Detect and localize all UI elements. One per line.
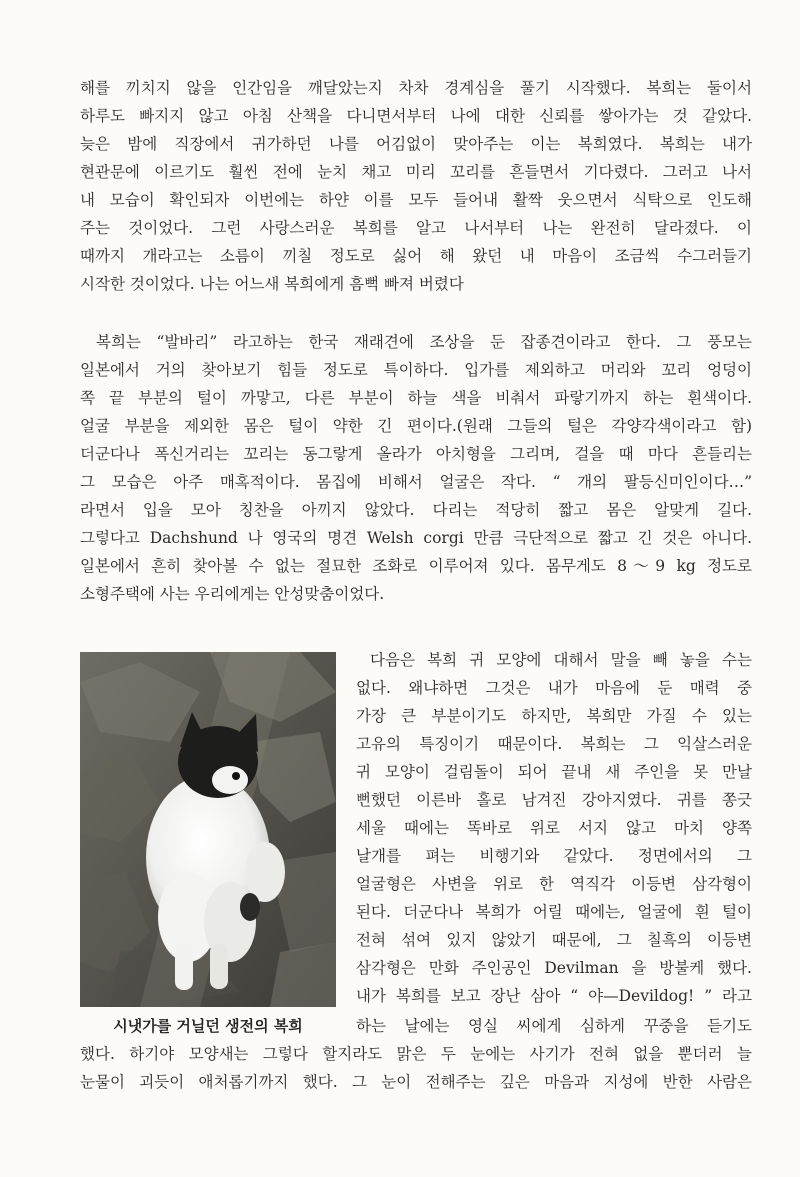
text-line: 하루도 빠지지 않고 아침 산책을 다니면서부터 나에 대한 신뢰를 쌓아가는 것 같았다. xyxy=(80,107,752,125)
text-line: 다음은 복희 귀 모양에 대해서 말을 빼 놓을 수는 xyxy=(370,651,752,669)
text-line: 그렇다고 Dachshund 나 영국의 명견 Welsh corgi 만큼 극단적으로 짧고 긴 것은 아니다. xyxy=(80,529,752,547)
text-line: 없다. 왜냐하면 그것은 내가 마음에 둔 매력 중 xyxy=(356,679,752,697)
text-line: 귀 모양이 걸림돌이 되어 끝내 새 주인을 못 만날 xyxy=(356,763,752,781)
text-line: 눈물이 괴듯이 애처롭기까지 했다. 그 눈이 전해주는 깊은 마음과 지성에 반한 사람은 xyxy=(80,1073,752,1091)
text-line: 더군다나 폭신거리는 꼬리는 동그랗게 올라가 아치형을 그리며, 걸을 때 마다 흔들리는 xyxy=(80,445,752,463)
text-line: 삼각형은 만화 주인공인 Devilman 을 방불케 했다. xyxy=(356,959,752,977)
text-line: 현관문에 이르기도 훨씬 전에 눈치 채고 미리 꼬리를 흔들면서 기다렸다. 그러고 나서 xyxy=(80,163,752,181)
text-line: 늦은 밤에 직장에서 귀가하던 나를 어김없이 맞아주는 이는 복희였다. 복희는 내가 xyxy=(80,135,752,153)
text-line: 된다. 더군다나 복희가 어릴 때에는, 얼굴에 흰 털이 xyxy=(356,903,752,921)
text-line: 가장 큰 부분이기도 하지만, 복희만 가질 수 있는 xyxy=(356,707,752,725)
text-line: 했다. 하기야 모양새는 그렇다 할지라도 맑은 두 눈에는 사기가 전혀 없을 뿐더러 늘 xyxy=(80,1045,752,1063)
text-line: 때까지 개라고는 소름이 끼칠 정도로 싫어 해 왔던 내 마음이 조금씩 수그러들기 xyxy=(80,247,752,265)
text-line: 시작한 것이었다. 나는 어느새 복희에게 흠뻑 빠져 버렸다 xyxy=(80,275,464,293)
text-line: 그 모습은 아주 매혹적이다. 몸집에 비해서 얼굴은 작다. “ 개의 팔등신미인이다…” xyxy=(80,473,752,491)
text-line: 뻔했던 이른바 홀로 남겨진 강아지였다. 귀를 쫑긋 xyxy=(356,791,752,809)
text-line: 일본에서 흔히 찾아볼 수 없는 절묘한 조화로 이루어져 있다. 몸무게도 8～9 kg 정도로 xyxy=(80,557,752,575)
text-line: 날개를 펴는 비행기와 같았다. 정면에서의 그 xyxy=(356,847,752,865)
text-line: 해를 끼치지 않을 인간임을 깨달았는지 차차 경계심을 풀기 시작했다. 복희는 둘이서 xyxy=(80,79,752,97)
text-line: 내가 복희를 보고 장난 삼아 “ 야—Devildog! ” 라고 xyxy=(356,987,752,1005)
text-line: 얼굴 부분을 제외한 몸은 털이 약한 긴 편이다.(원래 그들의 털은 각양각색이라고 함) xyxy=(80,417,752,435)
text-line: 주는 것이었다. 그런 사랑스러운 복희를 알고 나서부터 나는 완전히 달라졌다. 이 xyxy=(80,219,752,237)
text-line: 하는 날에는 영실 씨에게 심하게 꾸중을 듣기도 xyxy=(356,1017,752,1035)
text-line: 소형주택에 사는 우리에게는 안성맞춤이었다. xyxy=(80,585,385,603)
text-line: 고유의 특징이기 때문이다. 복희는 그 익살스러운 xyxy=(356,735,752,753)
text-line: 일본에서 거의 찾아보기 힘들 정도로 특이하다. 입가를 제외하고 머리와 꼬리 엉덩이 xyxy=(80,361,752,379)
dog-photo-icon xyxy=(80,652,336,1007)
text-line: 쪽 끝 부분의 털이 까맣고, 다른 부분이 하늘 색을 비춰서 파랗기까지 하는 흰색이다. xyxy=(80,389,752,407)
text-line: 복희는 “발바리” 라고하는 한국 재래견에 조상을 둔 잡종견이라고 한다. 그 풍모는 xyxy=(96,333,752,351)
text-line: 내 모습이 확인되자 이번에는 하얀 이를 모두 들어내 활짝 웃으면서 식탁으로 인도해 xyxy=(80,191,752,209)
text-line: 라면서 입을 모아 칭찬을 아끼지 않았다. 다리는 적당히 짧고 몸은 알맞게 길다. xyxy=(80,501,752,519)
text-line: 얼굴형은 사변을 위로 한 역직각 이등변 삼각형이 xyxy=(356,875,752,893)
text-line: 세울 때에는 똑바로 위로 서지 않고 마치 양쪽 xyxy=(356,819,752,837)
photo-caption: 시냇가를 거닐던 생전의 복희 xyxy=(113,1017,303,1035)
text-line: 전혀 섞여 있지 않았기 때문에, 그 칠흑의 이등변 xyxy=(356,931,752,949)
dog-photo xyxy=(80,652,336,1007)
